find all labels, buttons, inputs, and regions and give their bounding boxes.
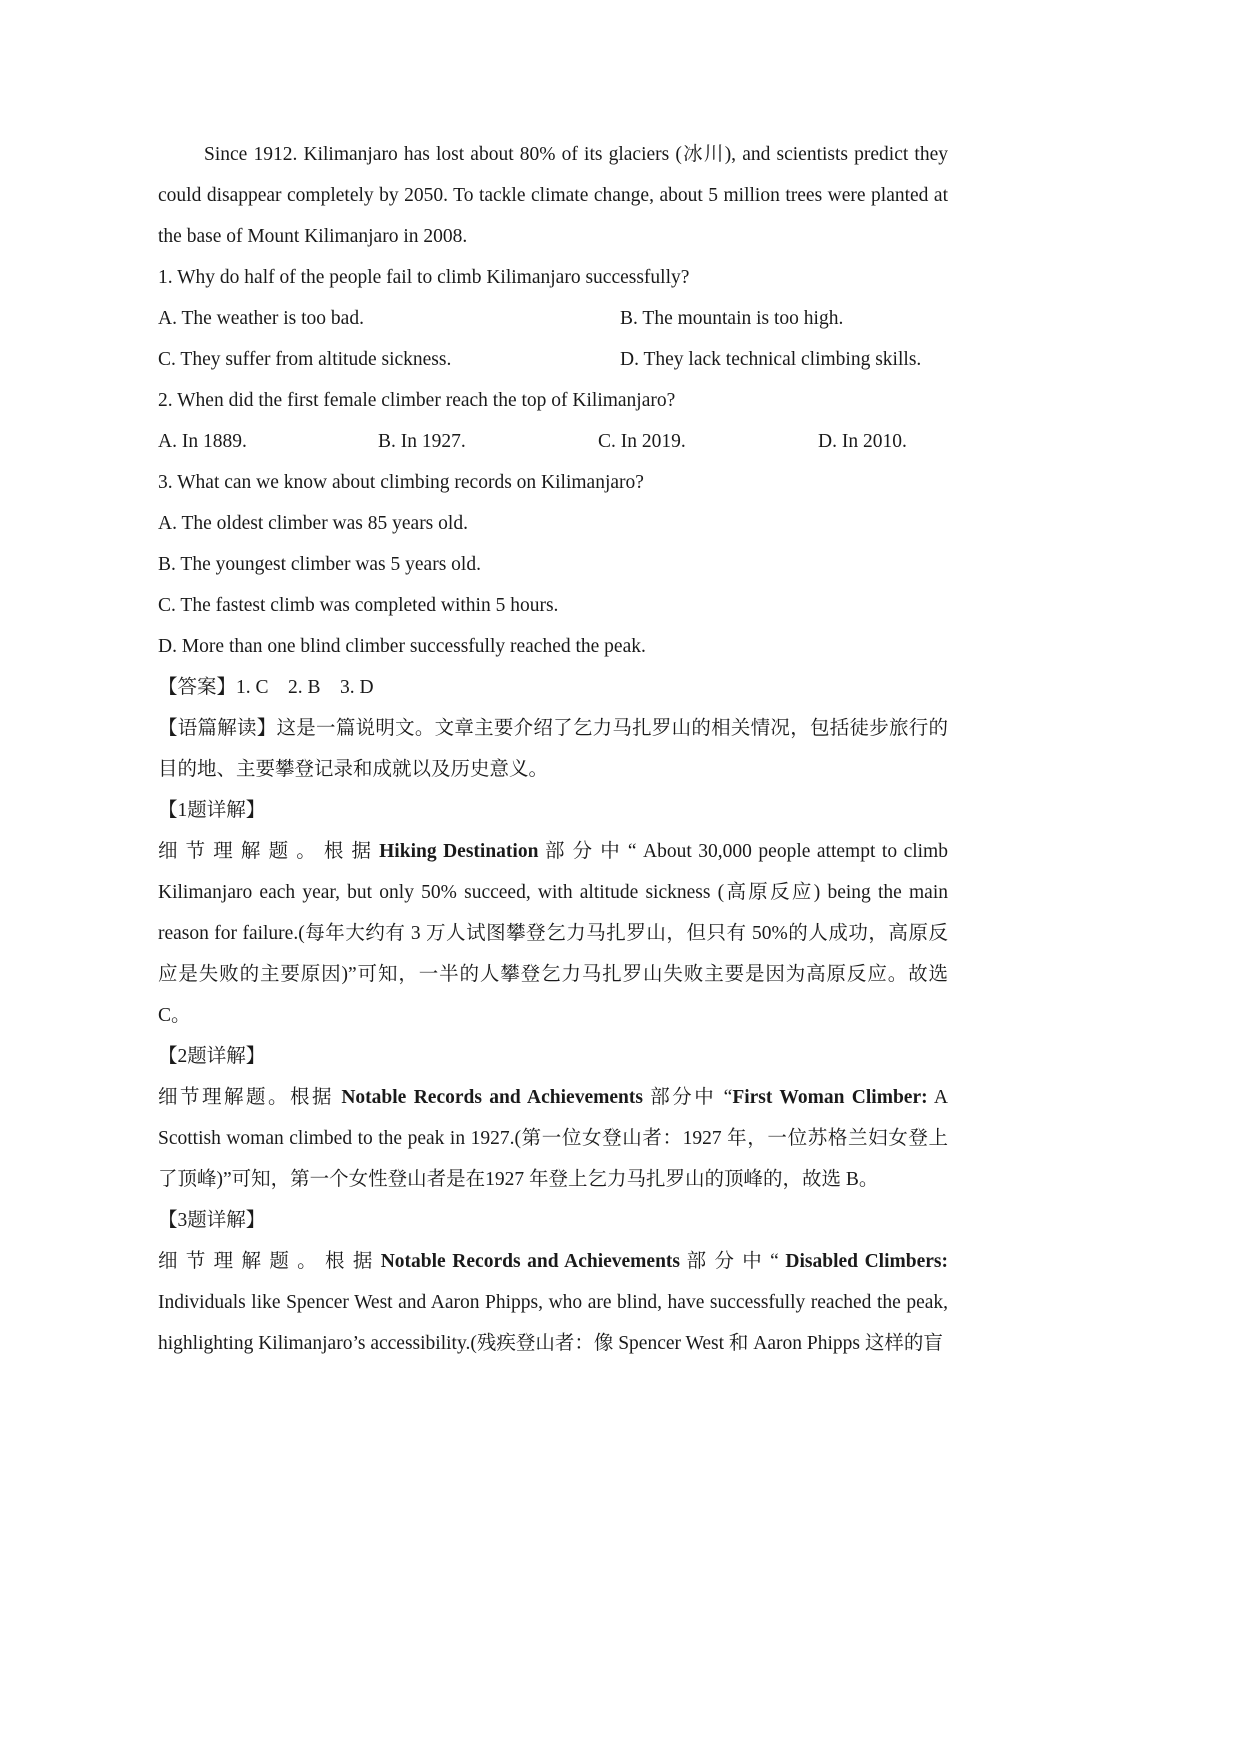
explanation-1-prefix: 细 节 理 解 题 。 根 据 [158, 841, 380, 862]
answer-key-label: 【答案】 [158, 677, 237, 698]
explanation-3-mid-2: Individuals like Spencer West and Aaron Phipps, who are blind, have successfully reached the peak, highlighting Kilimanjaro’s accessibility. [158, 1292, 948, 1354]
answer-key-values: 1. C 2. B 3. D [236, 677, 374, 698]
explanation-2-body [158, 1077, 948, 1200]
explanation-3-mid: 部 分 中 “ [680, 1251, 786, 1272]
explanation-3-prefix: 细 节 理 解 题 。 根 据 [158, 1251, 381, 1272]
question-1-option-c[interactable]: C. They suffer from altitude sickness. [158, 349, 452, 370]
explanation-3-gloss: (残疾登山者：像 Spencer West 和 Aaron Phipps 这样的盲 [470, 1333, 943, 1354]
question-3-option-c[interactable]: C. The fastest climb was completed within 5 hours. [158, 595, 559, 616]
explanation-1-body [158, 831, 948, 1036]
explanation-1-bold-ref: Hiking Destination [379, 841, 539, 862]
explanation-2-bold-ref-2: First Woman Climber: [732, 1087, 928, 1108]
explanation-1-mid: 部 分 中 “ About 30,000 people attempt to climb Kilimanjaro each year, but only 50% succeed, with altitude sickness (高原反应) being the main reason for failure. [158, 841, 948, 944]
explanation-2-heading: 【2题详解】 [158, 1046, 266, 1067]
question-3-stem: 3. What can we know about climbing records on Kilimanjaro? [158, 472, 644, 493]
question-2-option-d[interactable]: D. In 2010. [818, 431, 907, 452]
passage-paragraph: Since 1912. Kilimanjaro has lost about 80% of its glaciers (冰川), and scientists predict they could disappear completely by 2050. To tackle climate change, about 5 million trees were planted at the base of Mount Kilimanjaro in 2008. [158, 144, 948, 247]
question-2-option-c[interactable]: C. In 2019. [598, 431, 686, 452]
passage-analysis [158, 708, 948, 790]
question-2-stem: 2. When did the first female climber reach the top of Kilimanjaro? [158, 390, 676, 411]
explanation-2-bold-ref: Notable Records and Achievements [341, 1087, 643, 1108]
explanation-2-prefix: 细节理解题。根据 [158, 1087, 342, 1108]
question-1-option-d[interactable]: D. They lack technical climbing skills. [620, 349, 922, 370]
question-2-options-row [158, 421, 948, 462]
question-3-option-a[interactable]: A. The oldest climber was 85 years old. [158, 513, 468, 534]
question-1-options-row-1 [158, 298, 948, 339]
question-2-option-b[interactable]: B. In 1927. [378, 431, 466, 452]
question-1-options-row-2 [158, 339, 948, 380]
question-2-option-a[interactable]: A. In 1889. [158, 431, 247, 452]
passage-analysis-label: 【语篇解读】 [158, 718, 277, 739]
explanation-1-heading: 【1题详解】 [158, 800, 266, 821]
explanation-3-body [158, 1241, 948, 1364]
explanation-3-heading: 【3题详解】 [158, 1210, 266, 1231]
question-1-option-a[interactable]: A. The weather is too bad. [158, 308, 364, 329]
question-3-option-b[interactable]: B. The youngest climber was 5 years old. [158, 554, 481, 575]
explanation-3-bold-ref-2: Disabled Climbers: [785, 1251, 948, 1272]
explanation-1-gloss: (每年大约有 3 万人试图攀登乞力马扎罗山，但只有 50%的人成功，高原反应是失败的主要原因)”可知，一半的人攀登乞力马扎罗山失败主要是因为高原反应。故选 C。 [158, 923, 948, 1026]
page-content [158, 134, 948, 1364]
explanation-3-bold-ref: Notable Records and Achievements [380, 1251, 680, 1272]
answer-key-line [158, 667, 948, 708]
passage-analysis-text: 这是一篇说明文。文章主要介绍了乞力马扎罗山的相关情况，包括徒步旅行的目的地、主要攀登记录和成就以及历史意义。 [158, 718, 948, 780]
explanation-2-gloss: (第一位女登山者：1927 年，一位苏格兰妇女登上了顶峰)”可知，第一个女性登山者是在1927 年登上乞力马扎罗山的顶峰的，故选 B。 [158, 1128, 948, 1190]
explanation-2-mid: 部分中 “ [642, 1087, 733, 1108]
question-1-stem: 1. Why do half of the people fail to climb Kilimanjaro successfully? [158, 267, 690, 288]
question-1-option-b[interactable]: B. The mountain is too high. [620, 308, 844, 329]
explanation-2-mid-2: A Scottish woman climbed to the peak in 1927. [158, 1087, 948, 1149]
question-3-option-d[interactable]: D. More than one blind climber successfully reached the peak. [158, 636, 646, 657]
